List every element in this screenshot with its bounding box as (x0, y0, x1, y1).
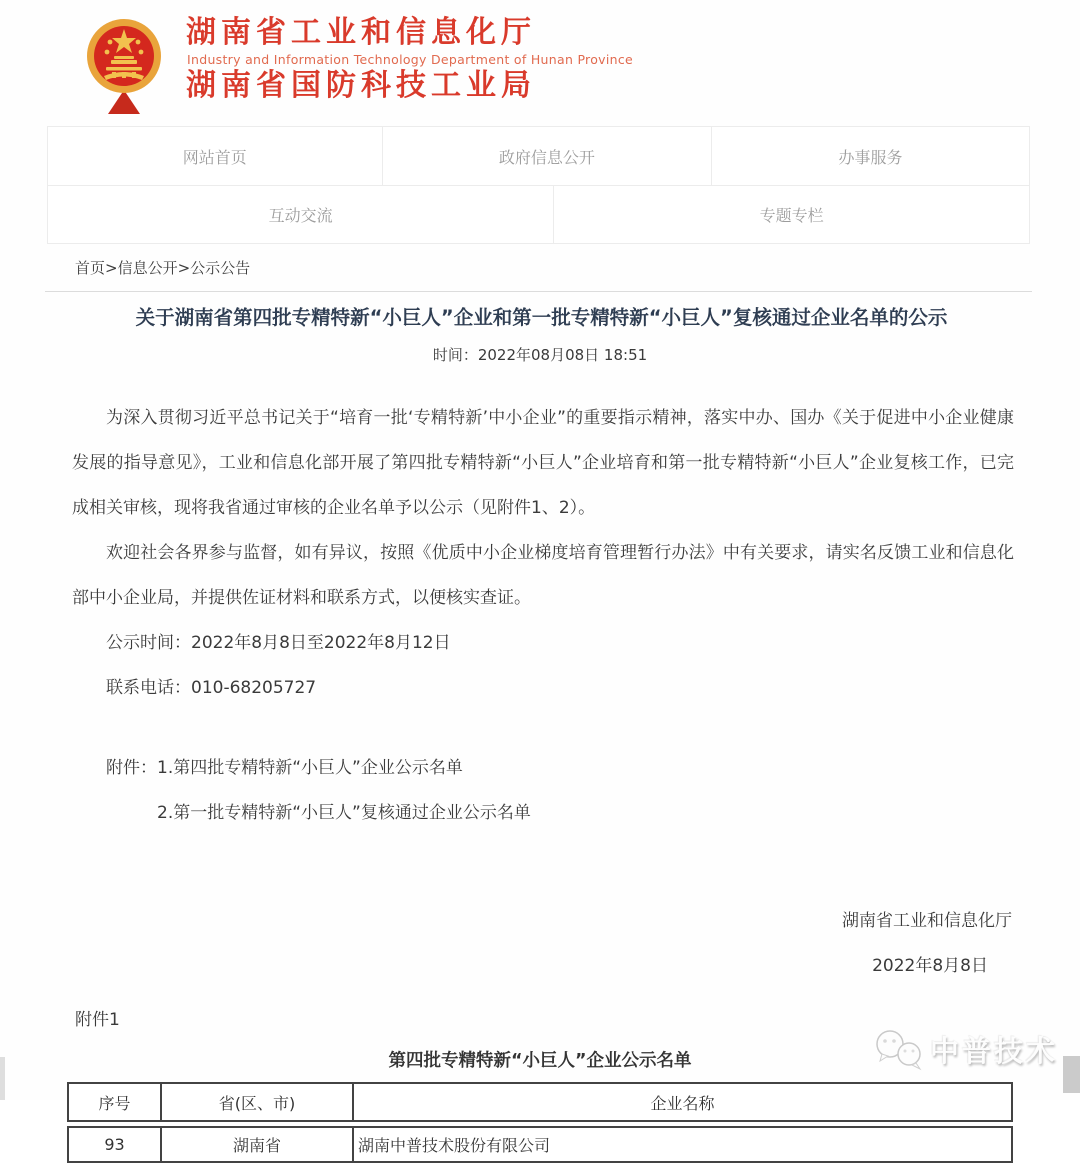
cell-company: 湖南中普技术股份有限公司 (352, 1126, 1013, 1163)
signature-org: 湖南省工业和信息化厅 (842, 911, 1012, 931)
divider-line (45, 291, 1032, 292)
spacer (72, 836, 1014, 899)
watermark-text: 中普技术 (930, 1033, 1059, 1068)
article-body (72, 396, 1014, 989)
article-time: 时间：2022年08月08日 18:51 (432, 346, 648, 364)
nav-item-interaction[interactable]: 互动交流 (268, 206, 333, 225)
table-row (67, 1126, 1013, 1163)
main-nav (47, 126, 1030, 244)
attachment-item-1: 1.第四批专精特新“小巨人”企业公示名单 (157, 758, 463, 778)
nav-item-special-columns[interactable]: 专题专栏 (553, 186, 1029, 243)
publicity-period: 公示时间：2022年8月8日至2022年8月12日 (106, 633, 451, 653)
org-name-line1: 湖南省工业和信息化厅 (186, 15, 536, 50)
cell-province: 湖南省 (160, 1126, 354, 1163)
spacer (72, 711, 1014, 746)
site-header (0, 0, 1080, 126)
col-header-province: 省(区、市) (160, 1082, 354, 1122)
table-header-row (67, 1082, 1013, 1122)
paragraph-2: 欢迎社会各界参与监督，如有异议，按照《优质中小企业梯度培育管理暂行办法》中有关要求，请实名反馈工业和信息化部中小企业局，并提供佐证材料和联系方式，以便核实查证。 (72, 543, 1014, 608)
org-names (186, 16, 633, 103)
nav-item-gov-info[interactable]: 政府信息公开 (382, 127, 712, 185)
nav-row-1 (48, 127, 1029, 185)
nav-item-home[interactable]: 网站首页 (182, 147, 247, 167)
appendix-table-title: 第四批专精特新“小巨人”企业公示名单 (388, 1051, 692, 1071)
article-title: 关于湖南省第四批专精特新“小巨人”企业和第一批专精特新“小巨人”复核通过企业名单的公示 (135, 306, 948, 329)
attachment-item-2: 2.第一批专精特新“小巨人”复核通过企业公示名单 (157, 803, 531, 823)
paragraph-1: 为深入贯彻习近平总书记关于“培育一批‘专精特新’中小企业”的重要指示精神，落实中办、国办《关于促进中小企业健康发展的指导意见》，工业和信息化部开展了第四批专精特新“小巨人”企业培育和第一批专精特新“小巨人”企业复核工作，已完成相关审核，现将我省通过审核的企业名单予以公示（见附件1、2）。 (72, 408, 1014, 518)
col-header-company: 企业名称 (352, 1082, 1013, 1122)
attachment-line-1 (72, 746, 1014, 791)
contact-phone: 联系电话：010-68205727 (106, 678, 317, 698)
cell-serial: 93 (67, 1126, 162, 1163)
org-name-english: Industry and Information Technology Department of Hunan Province (187, 52, 634, 67)
national-emblem-icon (86, 12, 162, 114)
nav-item-services[interactable]: 办事服务 (711, 127, 1029, 185)
org-name-line2: 湖南省国防科技工业局 (186, 68, 536, 103)
attachments-label: 附件： (106, 758, 157, 778)
breadcrumb[interactable]: 首页>信息公开>公示公告 (75, 259, 251, 277)
signature-date: 2022年8月8日 (872, 956, 988, 976)
col-header-serial: 序号 (67, 1082, 162, 1122)
appendix-label: 附件1 (75, 1010, 120, 1030)
nav-row-2 (48, 185, 1029, 243)
company-table (67, 1082, 1013, 1163)
gray-artifact-block (1063, 1056, 1080, 1093)
edge-artifact-strip (0, 1057, 5, 1100)
